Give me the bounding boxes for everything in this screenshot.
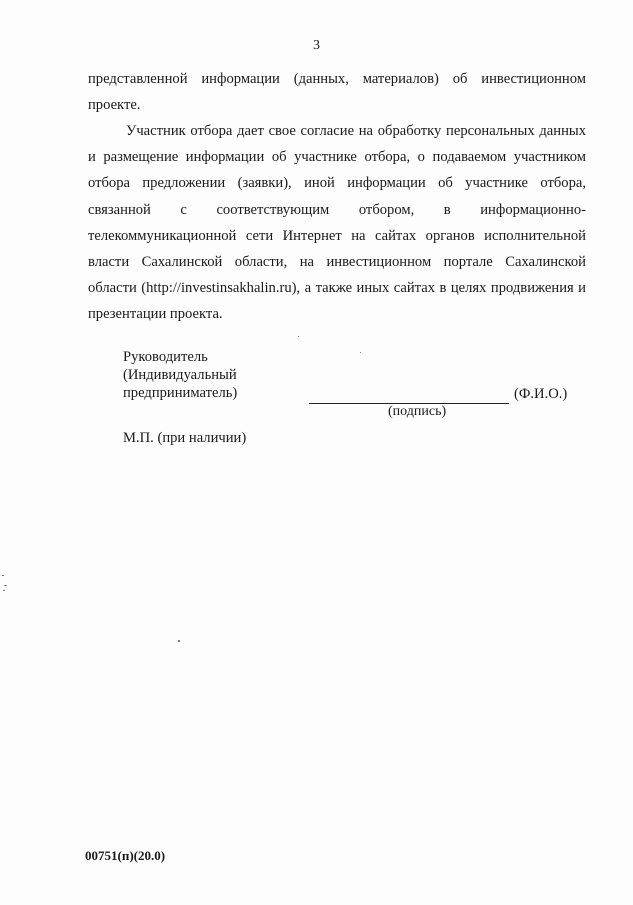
paragraph-line: власти Сахалинской области, на инвестиционном портале Сахалинской — [88, 254, 586, 271]
scan-speck — [360, 352, 361, 353]
signer-role-line: (Индивидуальный — [123, 367, 237, 383]
paragraph-line: презентации проекта. — [88, 306, 223, 323]
paragraph-consent — [88, 118, 586, 328]
paragraph-line: телекоммуникационной сети Интернет на сайтах органов исполнительной — [88, 227, 586, 244]
fio-label: (Ф.И.О.) — [514, 386, 568, 402]
paragraph-line: Участник отбора дает свое согласие на обработку персональных данных — [126, 123, 586, 139]
stamp-label: М.П. (при наличии) — [123, 430, 247, 446]
signature-caption: (подпись) — [388, 404, 447, 419]
signer-role — [123, 348, 237, 402]
scan-speck — [298, 336, 299, 337]
paragraph-line: области (http://investinsakhalin.ru), а также иных сайтах в целях продвижения и — [88, 280, 586, 297]
signer-role-line: предприниматель) — [123, 385, 238, 401]
paragraph-line: проекте. — [88, 97, 141, 114]
scan-speck — [4, 585, 7, 586]
page-number: 3 — [313, 38, 320, 53]
paragraph-line: связанной с соответствующим отбором, в информационно- — [88, 201, 586, 218]
paragraph-line: отбора предложении (заявки), иной информации об участнике отбора, — [88, 175, 586, 192]
signer-role-line: Руководитель — [123, 349, 208, 365]
paragraph-line: и размещение информации об участнике отбора, о подаваемом участником — [88, 149, 586, 166]
document-code: 00751(п)(20.0) — [85, 848, 166, 863]
scan-speck — [3, 590, 5, 591]
paragraph-line: представленной информации (данных, материалов) об инвестиционном — [88, 71, 586, 87]
scan-speck — [178, 640, 180, 642]
paragraph-project-info — [88, 66, 586, 118]
scan-speck — [2, 575, 4, 576]
